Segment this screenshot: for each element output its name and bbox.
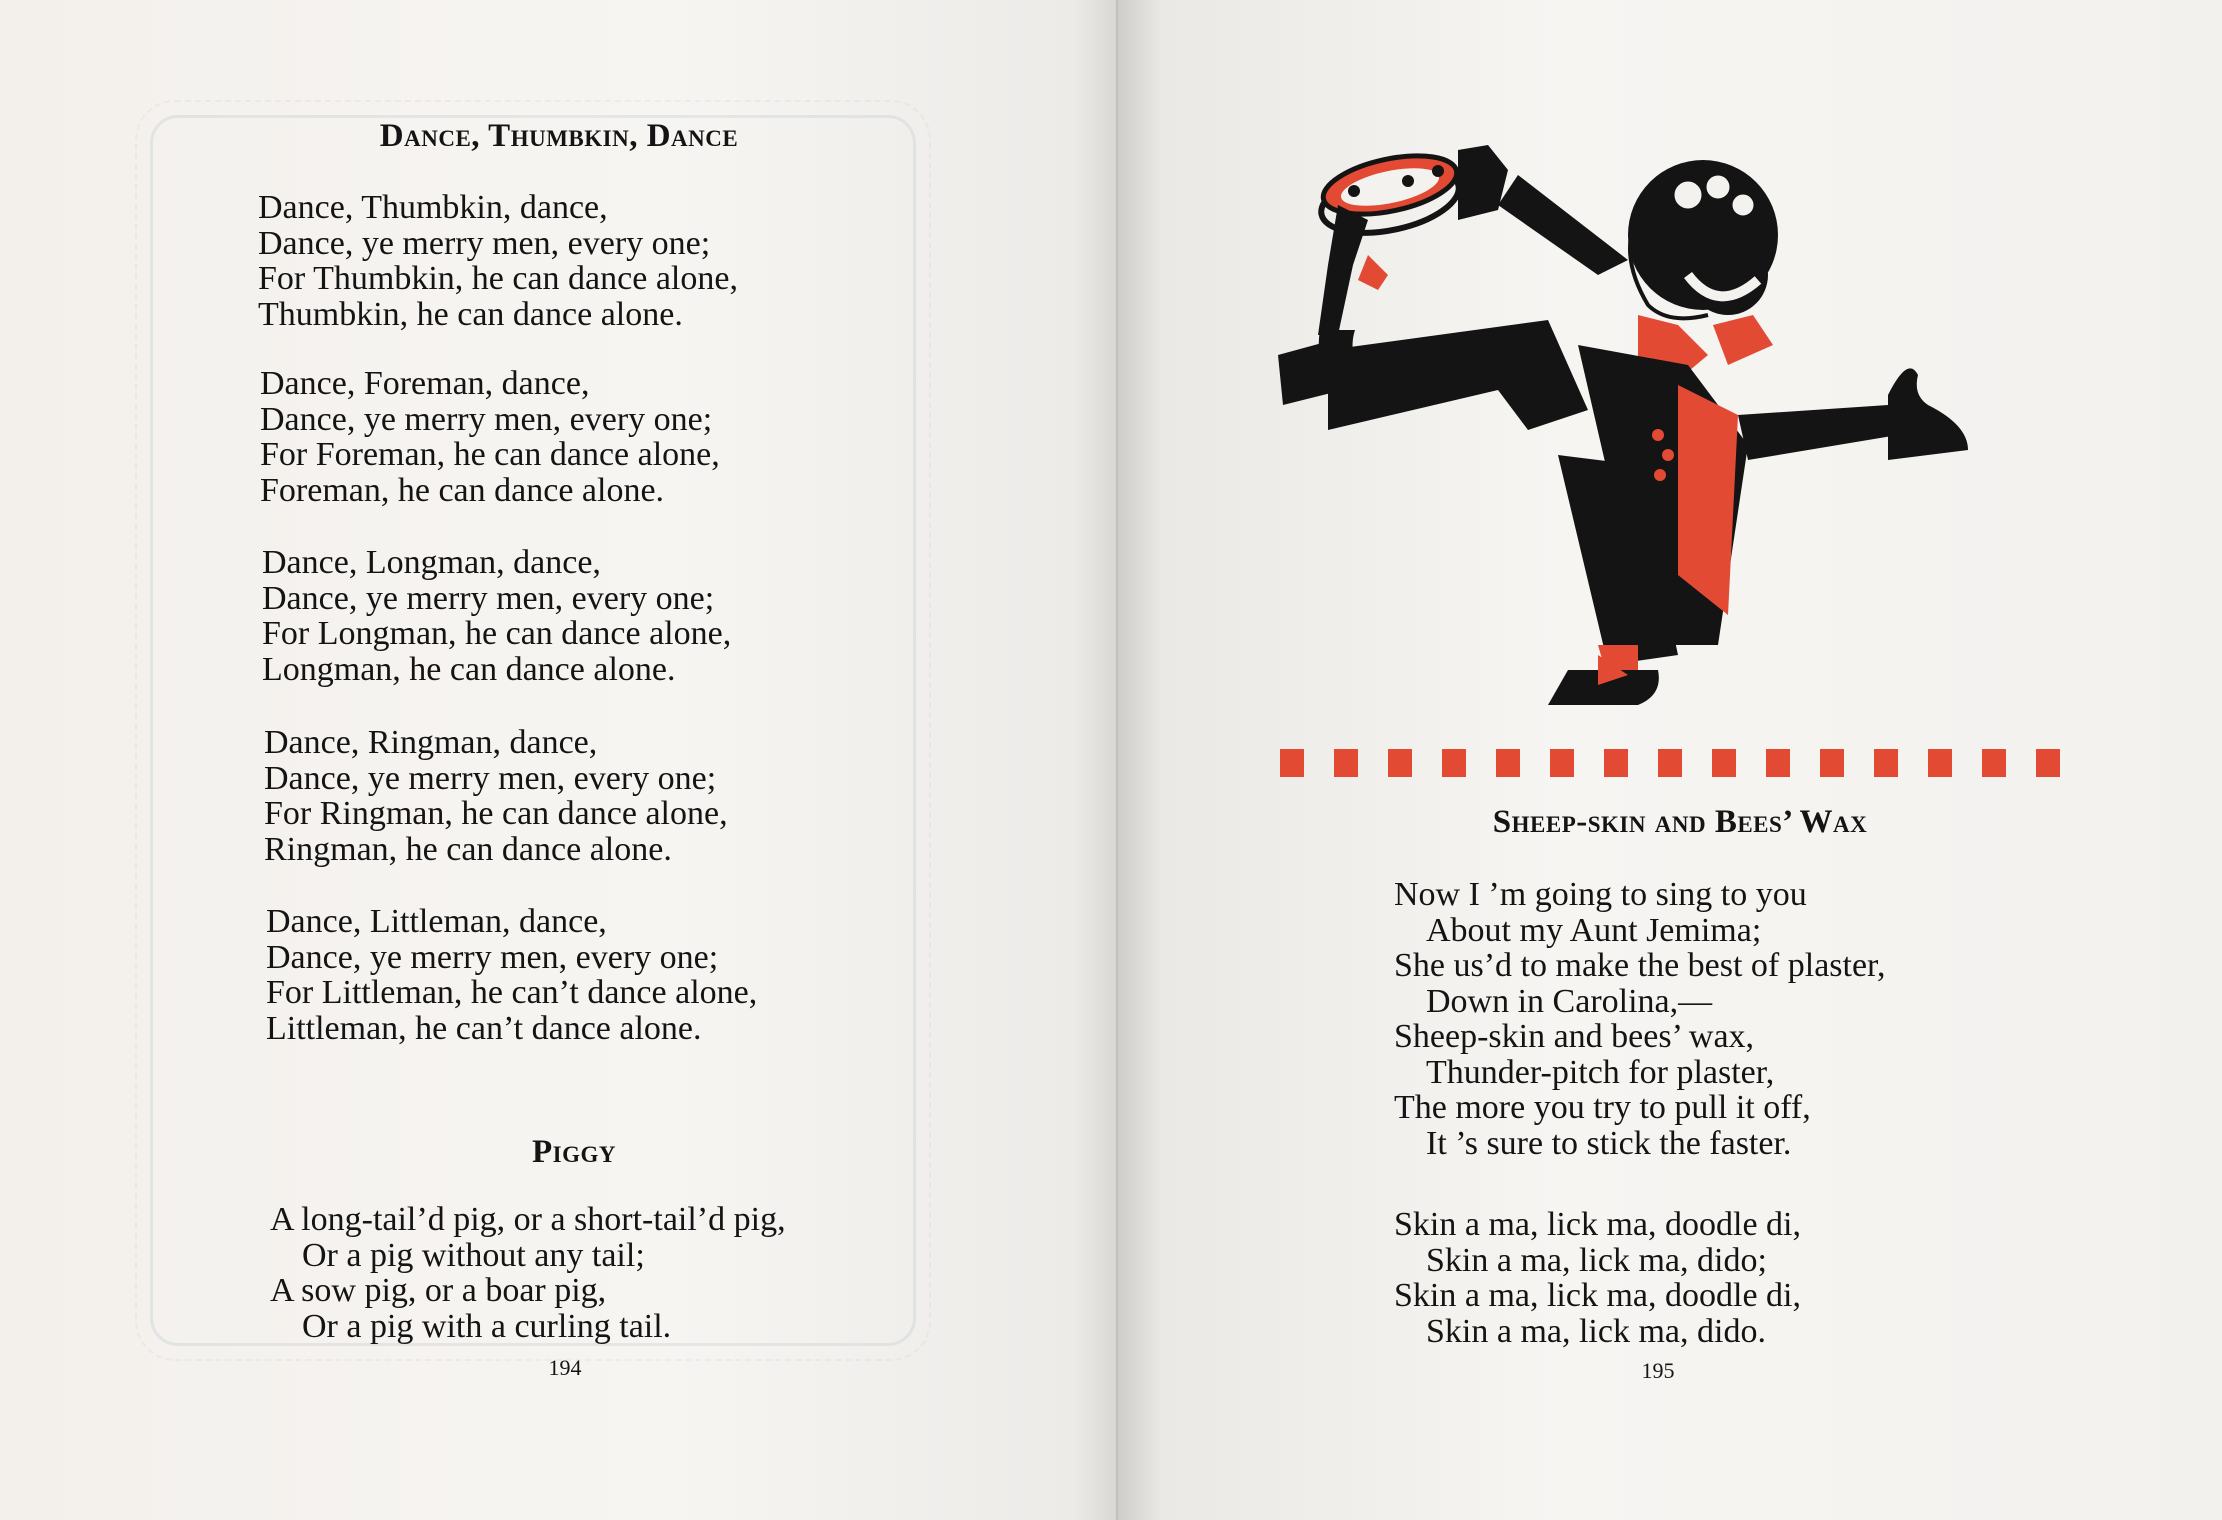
poem-title-piggy: Piggy (532, 1134, 616, 1170)
poem-line: Ringman, he can dance alone. (264, 830, 672, 868)
right-page (1118, 0, 2222, 1520)
poem-line: Dance, Littleman, dance, (266, 903, 607, 940)
poem-line: Skin a ma, lick ma, dido; (1426, 1241, 1767, 1279)
poem-line: Now I ’m going to sing to you (1394, 876, 1807, 913)
poem-line: For Thumbkin, he can dance alone, (258, 260, 738, 297)
stanza-3 (262, 545, 731, 687)
poem-line: Thunder-pitch for plaster, (1426, 1053, 1775, 1091)
stanza-4 (264, 725, 728, 867)
poem-line: She us’d to make the best of plaster, (1394, 947, 1886, 984)
stanza-piggy (270, 1202, 786, 1344)
page-number: 195 (1641, 1358, 1675, 1383)
poem-line: Dance, ye merry men, every one; (264, 759, 717, 797)
poem-line: Dance, ye merry men, every one; (262, 579, 715, 617)
poem-line: Dance, Ringman, dance, (264, 724, 598, 761)
poem-line: Skin a ma, lick ma, doodle di, (1394, 1206, 1801, 1243)
stanza-1 (258, 190, 738, 332)
poem-line: Dance, Longman, dance, (262, 544, 601, 581)
stanza-sheep-skin-1 (1394, 877, 1886, 1161)
dancing-figure-with-tambourine-icon (1258, 125, 2178, 785)
poem-line: A long-tail’d pig, or a short-tail’d pig, (270, 1201, 786, 1238)
poem-line: Or a pig with a curling tail. (302, 1307, 672, 1345)
poem-line: Sheep-skin and bees’ wax, (1394, 1018, 1755, 1055)
poem-line: Dance, ye merry men, every one; (266, 938, 719, 976)
poem-line: Dance, Foreman, dance, (260, 365, 590, 402)
poem-line: Down in Carolina,— (1426, 982, 1713, 1020)
red-dash-divider (1280, 749, 2070, 779)
poem-line: Dance, ye merry men, every one; (258, 224, 711, 262)
stanza-5 (266, 904, 757, 1046)
poem-line: For Longman, he can dance alone, (262, 615, 732, 652)
poem-line: For Foreman, he can dance alone, (260, 436, 720, 473)
poem-line: Skin a ma, lick ma, dido. (1426, 1312, 1766, 1350)
poem-line: A sow pig, or a boar pig, (270, 1272, 607, 1309)
poem-line: Littleman, he can’t dance alone. (266, 1009, 702, 1047)
poem-line: Thumbkin, he can dance alone. (258, 295, 683, 333)
page-number: 194 (548, 1355, 582, 1380)
poem-line: Foreman, he can dance alone. (260, 471, 665, 509)
poem-line: For Littleman, he can’t dance alone, (266, 974, 758, 1011)
poem-title-dance-thumbkin: Dance, Thumbkin, Dance (379, 118, 739, 154)
poem-line: It ’s sure to stick the faster. (1426, 1124, 1792, 1162)
stanza-2 (260, 366, 720, 508)
poem-line: Dance, ye merry men, every one; (260, 400, 713, 438)
poem-line: Skin a ma, lick ma, doodle di, (1394, 1277, 1801, 1314)
poem-line: Dance, Thumbkin, dance, (258, 189, 608, 226)
poem-line: Or a pig without any tail; (302, 1236, 645, 1274)
poem-line: Longman, he can dance alone. (262, 650, 676, 688)
poem-line: About my Aunt Jemima; (1426, 911, 1762, 949)
poem-line: For Ringman, he can dance alone, (264, 795, 728, 832)
poem-line: The more you try to pull it off, (1394, 1089, 1811, 1126)
stanza-sheep-skin-2 (1394, 1207, 1801, 1349)
poem-title-sheep-skin: Sheep-skin and Bees’ Wax (1492, 804, 1868, 840)
